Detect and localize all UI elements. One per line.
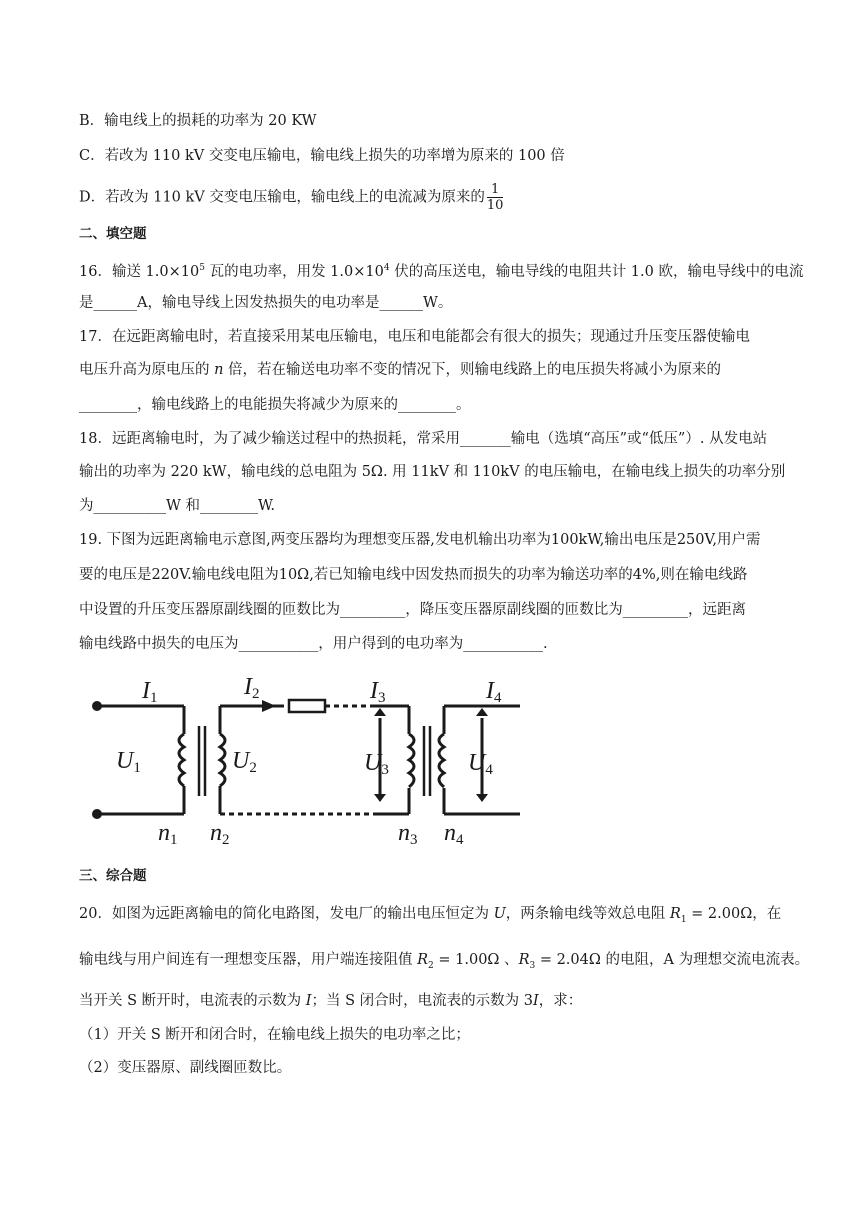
q20-r2-sub: 2 bbox=[428, 960, 434, 971]
q20-r3-sub: 3 bbox=[529, 960, 536, 971]
u3-arrowhead-up bbox=[374, 708, 386, 716]
q18-line3: 为__________W 和________W. bbox=[79, 498, 275, 514]
transmission-diagram bbox=[84, 668, 534, 848]
q20-r1: R bbox=[669, 906, 681, 922]
terminal-bottom bbox=[92, 809, 102, 819]
q19-line4: 输电线路中损失的电压为___________，用户得到的电功率为___________. bbox=[79, 636, 548, 652]
q16-text-b: 瓦的电功率，用发 1.0×10 bbox=[204, 263, 384, 280]
secondary-coil-1 bbox=[220, 734, 225, 786]
q17-variable-n: n bbox=[214, 362, 224, 378]
q20-r2: R bbox=[417, 952, 429, 968]
q20-line3 bbox=[79, 991, 582, 1011]
q20-text-h: ；当 S 闭合时，电流表的示数为 3 bbox=[311, 993, 533, 1009]
option-c: C．若改为 110 kV 交变电压输电，输电线上损失的功率增为原来的 100 倍 bbox=[79, 148, 565, 164]
q20-text-c: = 2.00Ω，在 bbox=[686, 906, 782, 922]
option-d bbox=[79, 182, 503, 213]
q17-text-a: 电压升高为原电压的 bbox=[79, 362, 215, 378]
q20-r1-sub: 1 bbox=[680, 914, 687, 925]
q16-exponent-1: 5 bbox=[199, 263, 205, 273]
q18-line1: 18．远距离输电时，为了减少输送过程中的热损耗，常采用_______输电（选填“高压”或“低压”）. 从发电站 bbox=[79, 431, 768, 447]
q19-line3: 中设置的升压变压器原副线圈的匝数比为_________，降压变压器原副线圈的匝数比为_________，远距离 bbox=[79, 602, 746, 618]
line-resistor bbox=[289, 700, 325, 712]
q20-line2 bbox=[79, 950, 809, 976]
q16-line1 bbox=[79, 258, 803, 282]
q19-line1: 19. 下图为远距离输电示意图,两变压器均为理想变压器,发电机输出功率为100kW,输出电压是250V,用户需 bbox=[79, 532, 761, 548]
q20-text-f: = 2.04Ω 的电阻，A 为理想交流电流表。 bbox=[535, 952, 810, 968]
q20-text-g: 当开关 S 断开时，电流表的示数为 bbox=[79, 993, 306, 1009]
label-n2: n2 bbox=[210, 820, 230, 848]
q20-variable-i-2: I bbox=[533, 993, 539, 1009]
label-u4: U4 bbox=[468, 750, 493, 778]
q16-text-a: 16．输送 1.0×10 bbox=[79, 263, 200, 280]
option-d-text: D．若改为 110 kV 交变电压输电，输电线上的电流减为原来的 bbox=[79, 189, 485, 206]
label-n4: n4 bbox=[444, 820, 464, 848]
q20-text-a: 20．如图为远距离输电的简化电路图，发电厂的输出电压恒定为 bbox=[79, 906, 494, 922]
u4-arrowhead-down bbox=[476, 794, 488, 802]
q20-text-b: ，两条输电线等效总电阻 bbox=[505, 906, 670, 922]
section-comprehensive-title: 三、综合题 bbox=[79, 868, 147, 884]
q20-r3: R bbox=[518, 952, 530, 968]
fraction-numerator: 1 bbox=[487, 182, 504, 198]
q17-line1: 17．在远距离输电时，若直接采用某电压输电，电压和电能都会有很大的损失；现通过升压变压器使输电 bbox=[79, 329, 750, 345]
q17-text-b: 倍，若在输送电功率不变的情况下，则输电线路上的电压损失将减小为原来的 bbox=[223, 362, 722, 378]
q20-part1: （1）开关 S 断开和闭合时，在输电线上损失的电功率之比； bbox=[79, 1027, 470, 1043]
q20-variable-u: U bbox=[493, 906, 506, 922]
option-b: B．输电线上的损耗的功率为 20 KW bbox=[79, 113, 317, 129]
q20-text-d: 输电线与用户间连有一理想变压器，用户端连接阻值 bbox=[79, 952, 418, 968]
stepdown-secondary-coil bbox=[439, 734, 444, 787]
q17-line3: ________，输电线路上的电能损失将减少为原来的________。 bbox=[79, 397, 471, 413]
section-fill-in-title: 二、填空题 bbox=[79, 226, 147, 242]
terminal-top bbox=[92, 701, 102, 711]
q20-text-e: = 1.00Ω 、 bbox=[433, 952, 519, 968]
q16-exponent-2: 4 bbox=[383, 263, 390, 273]
label-u2: U2 bbox=[232, 748, 257, 776]
label-n3: n3 bbox=[398, 820, 418, 848]
label-i3: I3 bbox=[370, 678, 386, 706]
q20-part2: （2）变压器原、副线圈匝数比。 bbox=[79, 1060, 292, 1076]
u4-arrowhead-up bbox=[476, 708, 488, 716]
q16-line2: 是______A，输电导线上因发热损失的电功率是______W。 bbox=[79, 295, 453, 311]
fraction-denominator: 10 bbox=[486, 198, 504, 213]
q16-text-c: 伏的高压送电，输电导线的电阻共计 1.0 欧，输电导线中的电流 bbox=[389, 263, 804, 280]
q17-line2 bbox=[79, 360, 721, 380]
q18-line2: 输出的功率为 220 kW，输电线的总电阻为 5Ω. 用 11kV 和 110kV 的电压输电，在输电线上损失的功率分别 bbox=[79, 464, 786, 480]
q19-line2: 要的电压是220V.输电线电阻为10Ω,若已知输电线中因发热而损失的功率为输送功率的4%,则在输电线路 bbox=[79, 567, 748, 583]
q20-variable-i: I bbox=[305, 993, 312, 1009]
label-i1: I1 bbox=[142, 678, 158, 706]
label-u3: U3 bbox=[364, 750, 389, 778]
label-u1: U1 bbox=[116, 748, 141, 776]
label-n1: n1 bbox=[158, 820, 178, 848]
primary-coil bbox=[179, 734, 184, 786]
q20-line1 bbox=[79, 904, 781, 930]
i2-arrowhead bbox=[262, 700, 276, 712]
fraction bbox=[487, 182, 504, 213]
label-i2: I2 bbox=[244, 674, 260, 702]
q20-text-i: ，求： bbox=[538, 993, 583, 1009]
u3-arrowhead-down bbox=[374, 794, 386, 802]
label-i4: I4 bbox=[486, 678, 502, 706]
stepdown-primary-coil bbox=[409, 734, 414, 787]
